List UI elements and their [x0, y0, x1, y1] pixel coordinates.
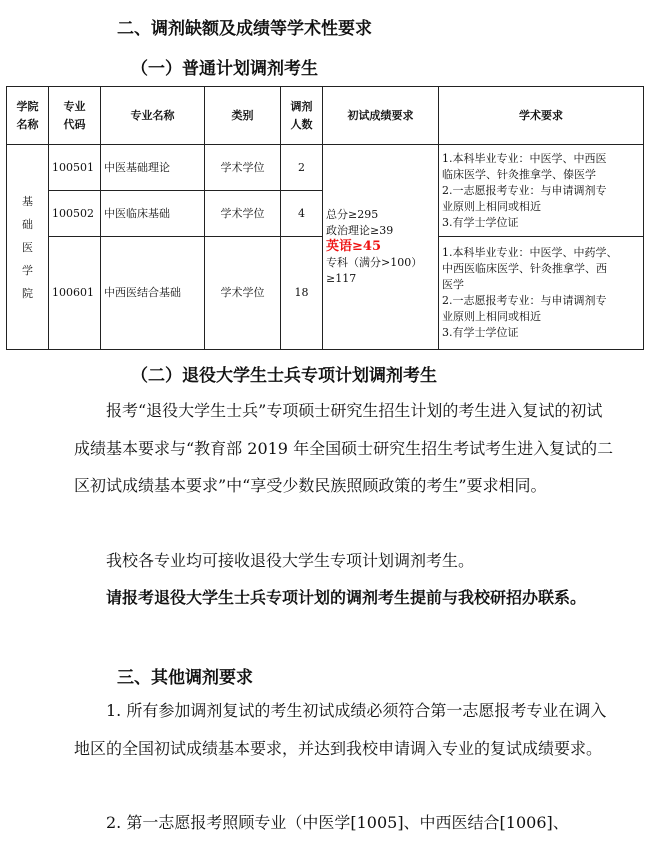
bold-notice: 请报考退役大学生士兵专项计划的调剂考生提前与我校研招办联系。: [106, 588, 587, 607]
header-code: 专业 代码: [49, 87, 101, 145]
paragraph: 2. 第一志愿报考照顾专业（中医学[1005]、中西医结合[1006]、: [106, 813, 569, 832]
score-major-value: ≥117: [326, 272, 357, 285]
subsection-title: （一）普通计划调剂考生: [131, 59, 318, 79]
quota-count: 2: [281, 145, 323, 191]
degree-type: 学术学位: [205, 237, 281, 350]
header-type: 类别: [205, 87, 281, 145]
quota-count: 18: [281, 237, 323, 350]
quota-count: 4: [281, 191, 323, 237]
header-academic: 学术要求: [439, 87, 644, 145]
score-english: 英语≥45: [326, 239, 381, 254]
major-name: 中医基础理论: [101, 145, 205, 191]
section-title: 二、调剂缺额及成绩等学术性要求: [117, 19, 372, 39]
score-politics: 政治理论≥39: [326, 224, 394, 237]
subsection-title: （二）退役大学生士兵专项计划调剂考生: [131, 366, 437, 386]
adjustment-table: [6, 86, 644, 350]
major-code: 100501: [49, 145, 101, 191]
score-major: 专科（满分>100）: [326, 256, 423, 269]
major-code: 100601: [49, 237, 101, 350]
header-score: 初试成绩要求: [323, 87, 439, 145]
academic-requirements-cell: 1.本科毕业专业：中医学、中药学、 中西医临床医学、针灸推拿学、西 医学 2.一志愿报考专业：与申请调剂专 业原则上相同或相近 3.有学士学位证: [439, 237, 644, 350]
degree-type: 学术学位: [205, 191, 281, 237]
header-college: 学院 名称: [7, 87, 49, 145]
section-title: 三、其他调剂要求: [117, 668, 253, 688]
academic-requirements-cell: 1.本科毕业专业：中医学、中西医 临床医学、针灸推拿学、傣医学 2.一志愿报考专业：与申请调剂专 业原则上相同或相近 3.有学士学位证: [439, 145, 644, 237]
table-row: [7, 145, 644, 191]
header-count: 调剂 人数: [281, 87, 323, 145]
paragraph: 我校各专业均可接收退役大学生专项计划调剂考生。: [106, 551, 475, 570]
score-total: 总分≥295: [326, 208, 379, 221]
score-requirements-cell: [323, 145, 439, 350]
major-code: 100502: [49, 191, 101, 237]
major-name: 中医临床基础: [101, 191, 205, 237]
paragraph: 报考“退役大学生士兵”专项硕士研究生招生计划的考生进入复试的初试成绩基本要求与“教育部 2019 年全国硕士研究生招生考试考生进入复试的二区初试成绩基本要求”中“享受少数民族照顾政策的考生”要求相同。: [74, 401, 614, 495]
paragraph: 1. 所有参加调剂复试的考生初试成绩必须符合第一志愿报考专业在调入地区的全国初试成绩基本要求，并达到我校申请调入专业的复试成绩要求。: [74, 701, 607, 758]
major-name: 中西医结合基础: [101, 237, 205, 350]
college-name-cell: 基 础 医 学 院: [7, 145, 49, 350]
header-major-name: 专业名称: [101, 87, 205, 145]
table-header-row: [7, 87, 644, 145]
degree-type: 学术学位: [205, 145, 281, 191]
